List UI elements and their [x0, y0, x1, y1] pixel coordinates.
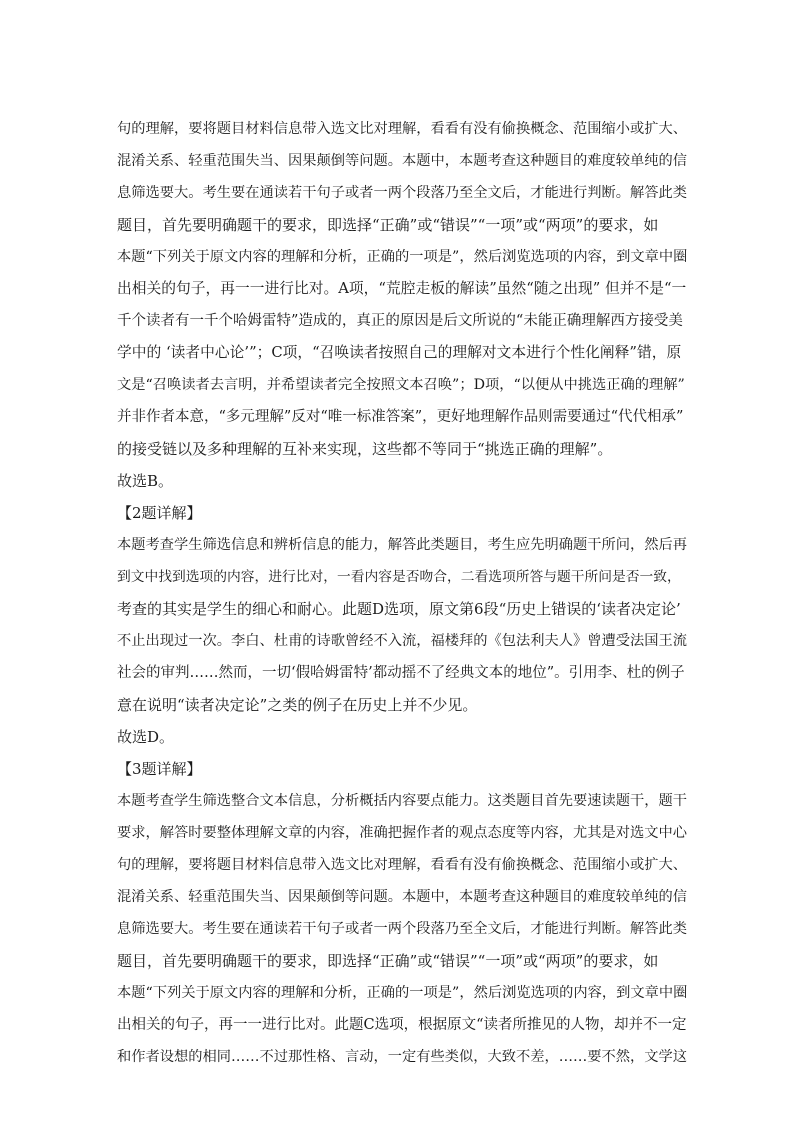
text-line: 学中的 ‘读者中心论’”；C项，“召唤读者按照自己的理解对文本进行个性化阐释”错，原 [117, 344, 682, 361]
text-line: 题目，首先要明确题干的要求，即选择“正确”或“错误”“一项”或“两项”的要求，如 [117, 952, 659, 970]
text-line: 题目，首先要明确题干的要求，即选择“正确”或“错误”“一项”或“两项”的要求，如 [117, 216, 659, 234]
text-line: 混淆关系、轻重范围失当、因果颠倒等问题。本题中，本题考查这种题目的难度较单纯的信 [117, 889, 688, 905]
text-line: 千个读者有一千个哈姆雷特”造成的，真正的原因是后文所说的“未能正确理解西方接受美 [117, 313, 683, 329]
text-line: 句的理解，要将题目材料信息带入选文比对理解，看看有没有偷换概念、范围缩小或扩大、 [117, 857, 688, 873]
text-line: 并非作者本意，“多元理解”反对“唯一标准答案”，更好地理解作品则需要通过“代代相承” [117, 409, 684, 425]
text-line: 社会的审判……然而，一切‘假哈姆雷特’都动摇不了经典文本的地位”。引用李、杜的例子 [117, 665, 685, 681]
answer-line: 故选D。 [117, 728, 175, 746]
text-line: 本题考查学生筛选整合文本信息，分析概括内容要点能力。这类题目首先要速读题干，题干 [117, 793, 688, 809]
text-line: 出相关的句子，再一一进行比对。A项，“荒腔走板的解读”虽然“随之出现” 但并不是“一 [117, 280, 687, 297]
text-line: 混淆关系、轻重范围失当、因果颠倒等问题。本题中，本题考查这种题目的难度较单纯的信 [117, 153, 688, 169]
text-line: 句的理解，要将题目材料信息带入选文比对理解，看看有没有偷换概念、范围缩小或扩大、 [117, 121, 688, 137]
text-line: 要求，解答时要整体理解文章的内容，准确把握作者的观点态度等内容，尤其是对选文中心 [117, 825, 688, 841]
text-line: 和作者设想的相同……不过那性格、言动，一定有些类似，大致不差，……要不然，文学这 [117, 1049, 688, 1065]
text-line: 不止出现过一次。李白、杜甫的诗歌曾经不入流，福楼拜的《包法利夫人》曾遭受法国王流 [117, 633, 688, 649]
text-line: 文是“召唤读者去言明，并希望读者完全按照文本召唤”；D项，“以便从中挑选正确的理解” [117, 377, 685, 393]
text-line: 出相关的句子，再一一进行比对。此题C选项，根据原文“读者所推见的人物，却并不一定 [117, 1017, 687, 1033]
section-heading: 【3题详解】 [117, 760, 202, 778]
text-line: 息筛选要大。考生要在通读若干句子或者一两个段落乃至全文后，才能进行判断。解答此类 [117, 921, 688, 937]
text-line: 意在说明“读者决定论”之类的例子在历史上并不少见。 [117, 696, 478, 714]
text-line: 到文中找到选项的内容，进行比对，一看内容是否吻合，二看选项所答与题干所问是否一致， [117, 569, 681, 585]
text-line: 的接受链以及多种理解的互补来实现，这些都不等同于“挑选正确的理解”。 [117, 440, 613, 458]
section-heading: 【2题详解】 [117, 504, 202, 522]
text-line: 本题“下列关于原文内容的理解和分析，正确的一项是”，然后浏览选项的内容，到文章中圈 [117, 249, 688, 265]
text-line: 本题考查学生筛选信息和辨析信息的能力，解答此类题目，考生应先明确题干所问，然后再 [117, 537, 688, 553]
text-line: 考查的其实是学生的细心和耐心。此题D选项，原文第6段“历史上错误的‘读者决定论’ [117, 600, 681, 618]
text-line: 息筛选要大。考生要在通读若干句子或者一两个段落乃至全文后，才能进行判断。解答此类 [117, 185, 688, 201]
answer-line: 故选B。 [117, 472, 174, 490]
text-line: 本题“下列关于原文内容的理解和分析，正确的一项是”，然后浏览选项的内容，到文章中圈 [117, 985, 688, 1001]
